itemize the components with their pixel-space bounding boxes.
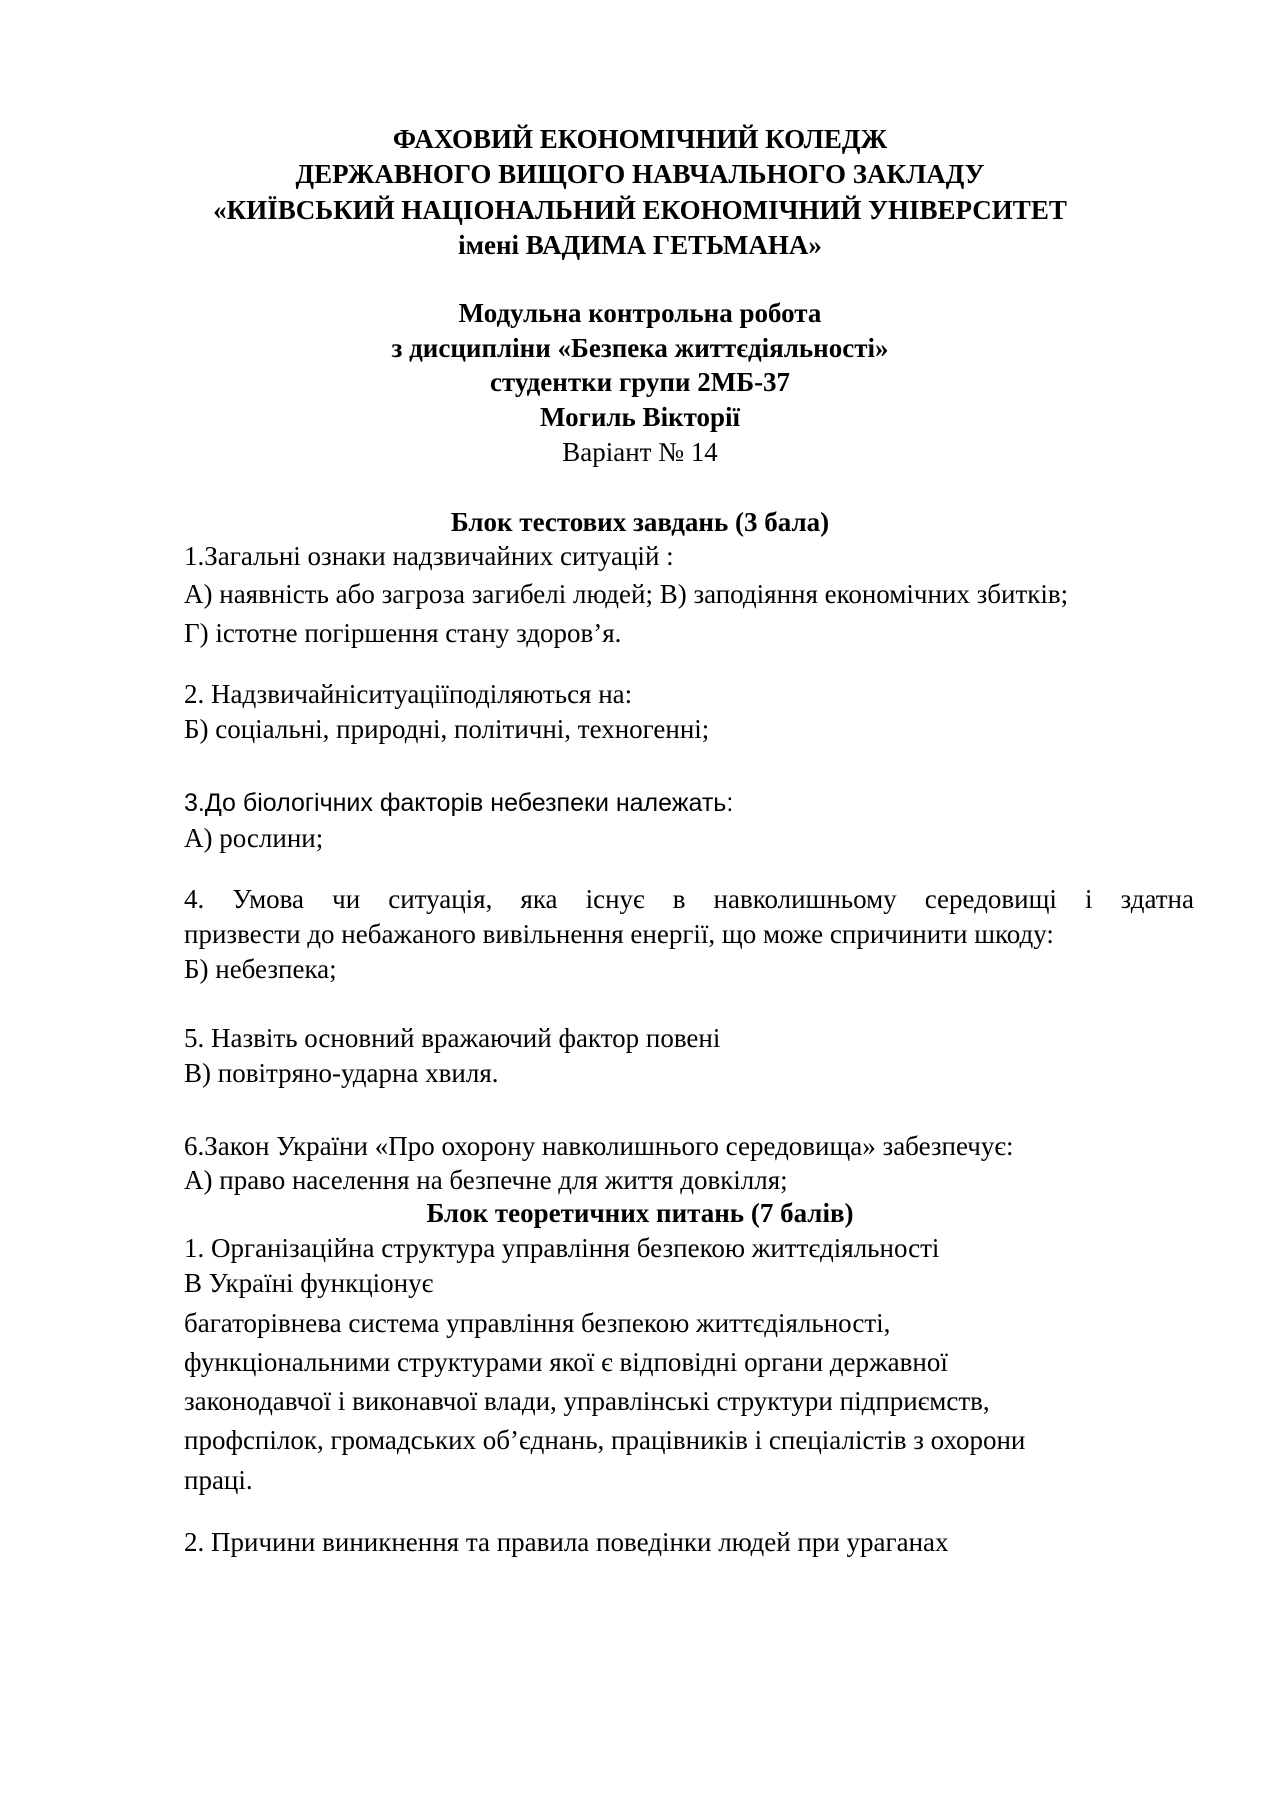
- theory-q1-title: 1. Організаційна структура управління безпекою життєдіяльності: [184, 1233, 940, 1263]
- variant-number: Варіант № 14: [562, 437, 718, 467]
- theory-q1-line: В Україні функціонує: [184, 1268, 434, 1298]
- test-q1-answer-1: А) наявність або загроза загибелі людей; В) заподіяння економічних збитків;: [184, 579, 1069, 609]
- test-q1-answer-2: Г) істотне погіршення стану здоров’я.: [184, 618, 622, 648]
- theory-q1-line: багаторівнева система управління безпекою життєдіяльності,: [184, 1308, 891, 1338]
- test-q5-question: 5. Назвіть основний вражаючий фактор повені: [184, 1023, 721, 1053]
- title-line-2: з дисципліни «Безпека життєдіяльності»: [391, 333, 889, 363]
- theory-q1-line: праці.: [184, 1465, 253, 1495]
- header-line-4: імені ВАДИМА ГЕТЬМАНА»: [458, 230, 822, 260]
- title-line-3: студентки групи 2МБ-37: [489, 367, 791, 397]
- test-q6-question: 6.Закон України «Про охорону навколишнього середовища» забезпечує:: [184, 1131, 1014, 1161]
- test-q3-question: 3.До біологічних факторів небезпеки належать:: [184, 789, 734, 817]
- header-line-2: ДЕРЖАВНОГО ВИЩОГО НАВЧАЛЬНОГО ЗАКЛАДУ: [295, 159, 985, 189]
- test-q4-question-line-1: 4. Умова чи ситуація, яка існує в навколишньому середовищі і здатна: [184, 884, 1194, 914]
- header-line-3: «КИЇВСЬКИЙ НАЦІОНАЛЬНИЙ ЕКОНОМІЧНИЙ УНІВЕРСИТЕТ: [213, 195, 1067, 225]
- student-name: Могиль Вікторії: [539, 402, 741, 432]
- test-q6-answer: А) право населення на безпечне для життя довкілля;: [184, 1165, 788, 1195]
- theory-q1-line: законодавчої і виконавчої влади, управлінські структури підприємств,: [184, 1386, 990, 1416]
- test-q4-answer: Б) небезпека;: [184, 954, 337, 984]
- test-q1-question: 1.Загальні ознаки надзвичайних ситуацій :: [184, 541, 674, 571]
- theory-q2-title: 2. Причини виникнення та правила поведінки людей при ураганах: [184, 1527, 949, 1557]
- theory-q1-line: профспілок, громадських об’єднань, працівників і спеціалістів з охорони: [184, 1425, 1026, 1455]
- theory-heading: Блок теоретичних питань (7 балів): [426, 1198, 854, 1228]
- tests-heading: Блок тестових завдань (3 бала): [450, 507, 830, 537]
- theory-q1-line: функціональними структурами якої є відповідні органи державної: [184, 1347, 948, 1377]
- test-q2-answer: Б) соціальні, природні, політичні, техногенні;: [184, 714, 710, 744]
- test-q2-question: 2. Надзвичайніситуаціїподіляються на:: [184, 679, 633, 709]
- test-q5-answer: В) повітряно-ударна хвиля.: [184, 1058, 499, 1088]
- header-line-1: ФАХОВИЙ ЕКОНОМІЧНИЙ КОЛЕДЖ: [392, 124, 888, 154]
- test-q3-answer: А) рослини;: [184, 823, 324, 853]
- test-q4-question-line-2: призвести до небажаного вивільнення енергії, що може спричинити шкоду:: [184, 919, 1054, 949]
- title-line-1: Модульна контрольна робота: [458, 298, 822, 328]
